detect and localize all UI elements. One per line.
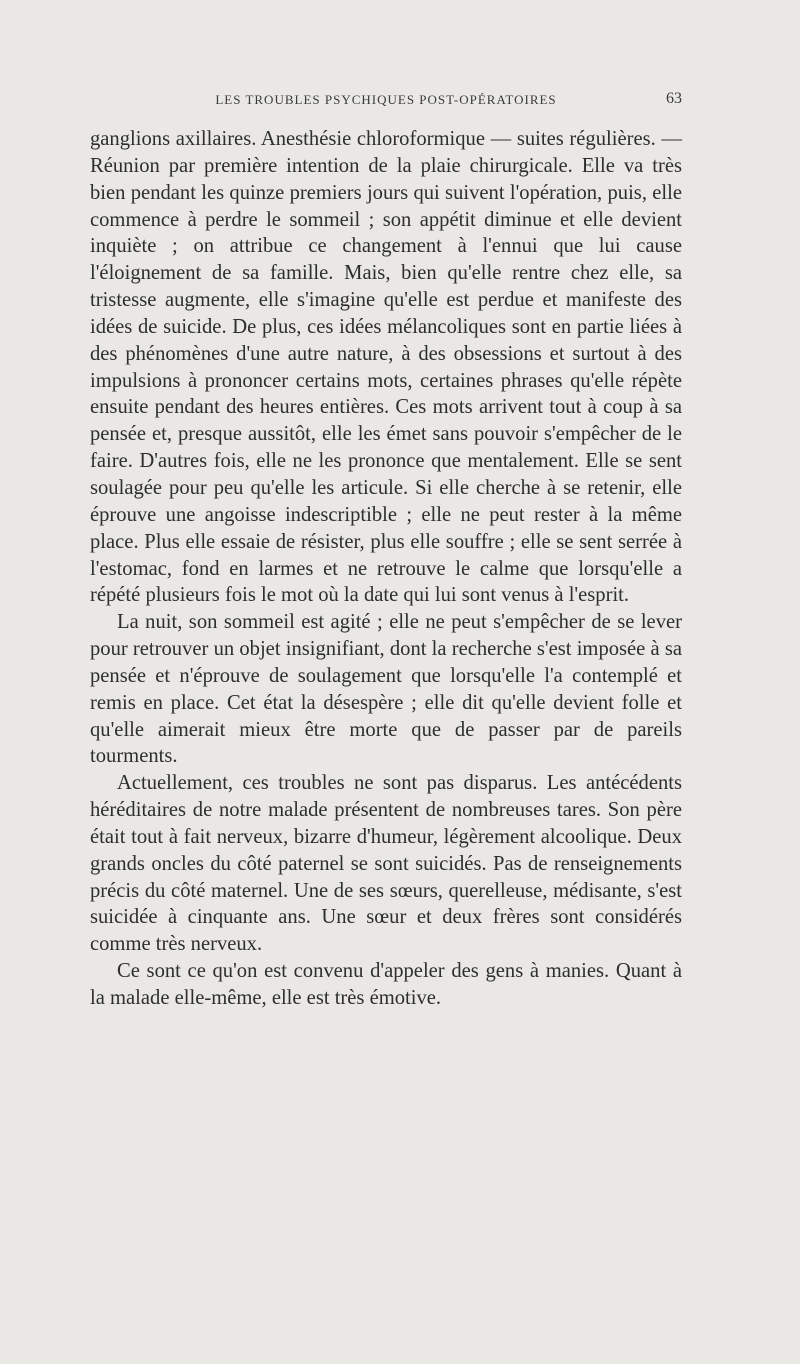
body-text xyxy=(90,126,682,1012)
running-header xyxy=(90,92,682,112)
paragraph: La nuit, son sommeil est agité ; elle ne peut s'empêcher de se lever pour retrouver un objet insignifiant, dont la recherche s'est imposée à sa pensée et n'éprouve de soulagement que lorsqu'elle l'a contemplé et remis en place. Cet état la désespère ; elle dit qu'elle devient folle et qu'elle aimerait mieux être morte que de passer par de pareils tourments. xyxy=(90,611,682,768)
running-title: LES TROUBLES PSYCHIQUES POST-OPÉRATOIRES xyxy=(215,92,557,107)
paragraph: Actuellement, ces troubles ne sont pas disparus. Les antécédents héréditaires de notre malade présentent de nombreuses tares. Son père était tout à fait nerveux, bizarre d'humeur, légèrement alcoolique. Deux grands oncles du côté paternel se sont suicidés. Pas de renseignements précis du côté maternel. Une de ses sœurs, querelleuse, médisante, s'est suicidée à cinquante ans. Une sœur et deux frères sont considérés comme très nerveux. xyxy=(90,772,682,956)
page-number: 63 xyxy=(666,90,682,107)
paragraph-continuation: ganglions axillaires. Anesthésie chloroformique — suites régulières. — Réunion par première intention de la plaie chirurgicale. Elle va très bien pendant les quinze premiers jours qui suivent l'opération, puis, elle commence à perdre le sommeil ; son appétit diminue et elle devient inquiète ; on attribue ce changement à l'ennui que lui cause l'éloignement de sa famille. Mais, bien qu'elle rentre chez elle, sa tristesse augmente, elle s'imagine qu'elle est perdue et manifeste des idées de suicide. De plus, ces idées mélancoliques sont en partie liées à des phénomènes d'une autre nature, à des obsessions et surtout à des impulsions à prononcer certains mots, certaines phrases qu'elle répète ensuite pendant des heures entières. Ces mots arrivent tout à coup à sa pensée et, presque aussitôt, elle les émet sans pouvoir s'empêcher de le faire. D'autres fois, elle ne les prononce que mentalement. Elle se sent soulagée pour peu qu'elle les articule. Si elle cherche à se retenir, elle éprouve une angoisse indescriptible ; elle ne peut rester à la même place. Plus elle essaie de résister, plus elle souffre ; elle se sent serrée à l'estomac, fond en larmes et ne retrouve le calme que lorsqu'elle a répété plusieurs fois le mot où la date qui lui sont venus à l'esprit. xyxy=(90,128,682,607)
paragraph: Ce sont ce qu'on est convenu d'appeler des gens à manies. Quant à la malade elle-même, elle est très émotive. xyxy=(90,960,682,1009)
